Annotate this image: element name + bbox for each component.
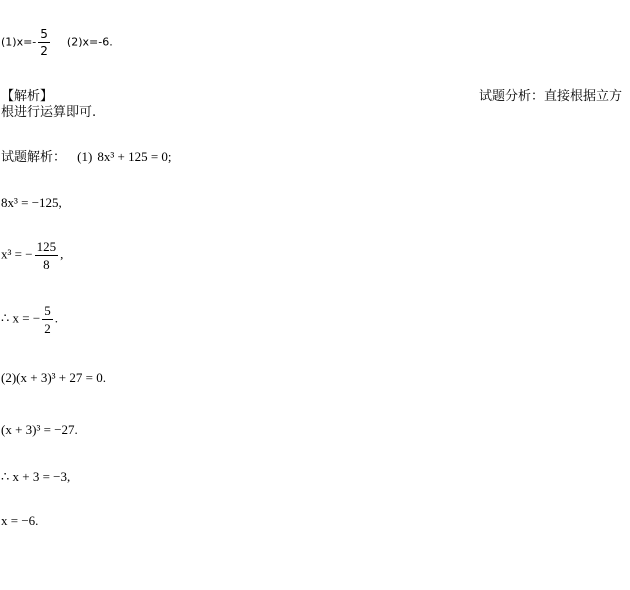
part1-step1: 8x³ = −125,: [1, 195, 62, 210]
part1-step2-lhs: x³ = −: [1, 246, 33, 262]
answer-part1-prefix: (1)x=-: [1, 35, 37, 49]
solution-label: 试题解析：: [1, 150, 67, 165]
part1-step2-tail: ,: [60, 246, 64, 262]
part1-step3-fraction: [42, 304, 53, 335]
part1-step3: [1, 304, 58, 335]
answer-part2: (2)x=-6.: [66, 35, 113, 49]
part1-step2-fraction: [35, 240, 59, 271]
part2-step1: (x + 3)³ = −27.: [1, 422, 78, 437]
fraction-denominator: 8: [43, 257, 50, 272]
answer-part1-fraction: [38, 28, 50, 57]
part2-step3: x = −6.: [1, 513, 39, 528]
answer-line: [1, 28, 113, 57]
part2-step2: ∴ x + 3 = −3,: [1, 469, 71, 484]
part1-equation: 8x³ + 125 = 0;: [97, 149, 172, 164]
part1-step2: [1, 240, 63, 271]
analysis-intro-right: 试题分析：直接根据立方: [478, 89, 622, 104]
fraction-numerator: 5: [40, 27, 48, 41]
part2-equation: (2)(x + 3)³ + 27 = 0.: [1, 370, 106, 385]
part1-tag: (1): [77, 149, 93, 164]
fraction-numerator: 5: [44, 303, 51, 318]
fraction-numerator: 125: [36, 239, 57, 254]
fraction-denominator: 2: [44, 321, 51, 336]
fraction-denominator: 2: [40, 44, 48, 58]
part1-step3-tail: .: [54, 310, 58, 326]
analysis-heading: 【解析】: [1, 89, 54, 104]
part1-step3-lhs: ∴ x = −: [1, 310, 41, 326]
analysis-intro-continued: 根进行运算即可.: [1, 105, 97, 120]
solution-line-1: [1, 146, 172, 165]
